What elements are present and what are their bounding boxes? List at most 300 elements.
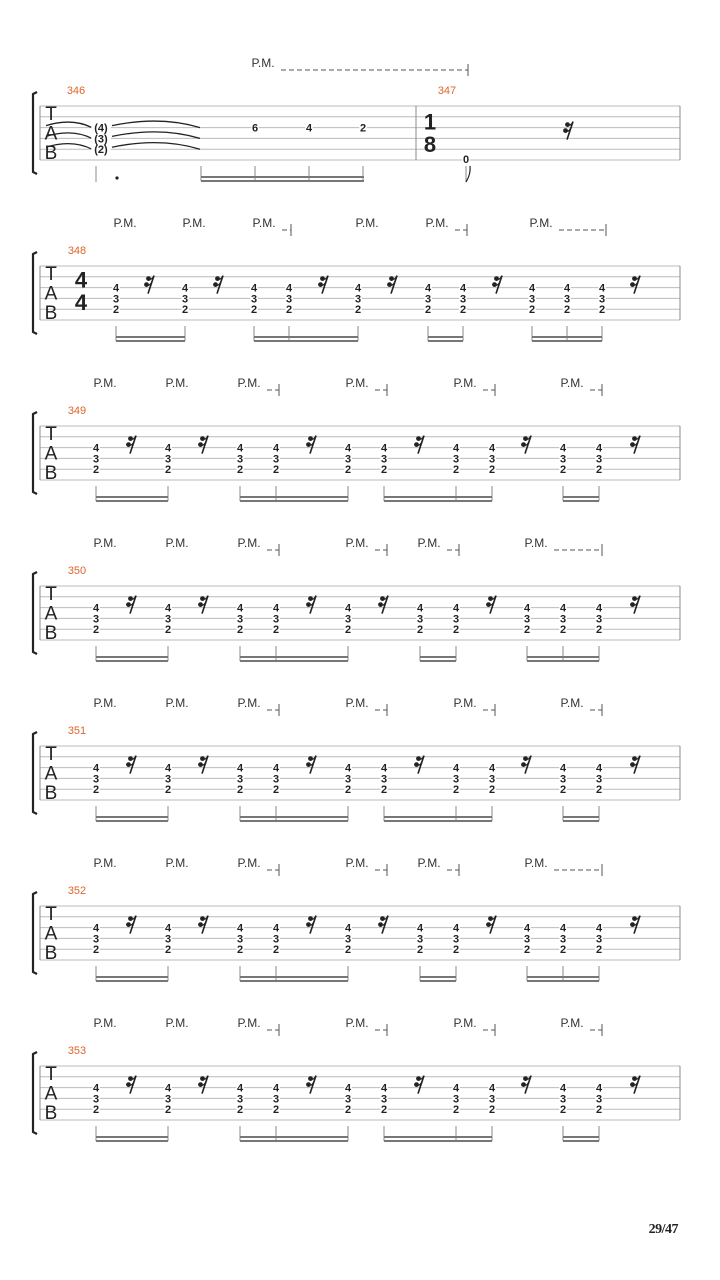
palm-mute-label: P.M. [345, 856, 369, 870]
fret-number: 0 [462, 154, 470, 166]
fret-number: 3 [595, 613, 603, 626]
beam [240, 816, 348, 818]
beam [201, 176, 364, 178]
tab-clef-letter: T [45, 104, 57, 125]
beam [201, 180, 364, 182]
fret-number: 3 [595, 453, 603, 466]
palm-mute-label: P.M. [93, 376, 117, 390]
fret-number: 2 [164, 464, 172, 477]
fret-number: 3 [559, 453, 567, 466]
fret-number: 2 [92, 624, 100, 637]
tab-clef-letter: A [44, 443, 58, 465]
page-number: 29/47 [648, 1222, 678, 1237]
palm-mute-label: P.M. [237, 376, 261, 390]
beam [532, 340, 602, 342]
fret-number: (3) [94, 133, 108, 146]
fret-number: 3 [164, 773, 172, 786]
fret-number: 4 [595, 1082, 603, 1095]
fret-number: 2 [559, 784, 567, 797]
fret-number: 3 [598, 293, 606, 306]
time-signature-top: 1 [423, 109, 437, 135]
fret-number: 3 [250, 293, 258, 306]
fret-number: 2 [595, 464, 603, 477]
fret-number: 2 [416, 944, 424, 957]
fret-number: 3 [523, 933, 531, 946]
fret-number: 2 [452, 944, 460, 957]
fret-number: 3 [380, 1093, 388, 1106]
fret-number: 2 [344, 464, 352, 477]
beam [116, 340, 185, 342]
beam [563, 816, 599, 818]
beam [240, 496, 348, 498]
beam [240, 500, 348, 502]
beam [563, 820, 599, 822]
fret-number: 2 [595, 1104, 603, 1117]
tab-clef-letter: T [45, 1064, 57, 1085]
palm-mute-label: P.M. [355, 216, 379, 230]
fret-number: 3 [559, 1093, 567, 1106]
beam [240, 820, 348, 822]
beam [532, 336, 602, 338]
palm-mute-label: P.M. [182, 216, 206, 230]
fret-number: 4 [416, 922, 424, 935]
fret-number: 2 [354, 304, 362, 317]
fret-number: 4 [272, 762, 280, 775]
fret-number: 2 [344, 784, 352, 797]
fret-number: 2 [164, 784, 172, 797]
palm-mute-label: P.M. [560, 376, 584, 390]
fret-number: 4 [305, 122, 313, 135]
beam [96, 656, 168, 658]
beam [254, 336, 358, 338]
palm-mute-label: P.M. [165, 536, 189, 550]
palm-mute-label: P.M. [93, 696, 117, 710]
palm-mute-label: P.M. [237, 1016, 261, 1030]
fret-number: 2 [459, 304, 467, 317]
tab-clef-letter: B [44, 943, 58, 964]
beam [384, 816, 492, 818]
fret-number: 4 [559, 922, 567, 935]
beam [96, 820, 168, 822]
beam [116, 336, 185, 338]
fret-number: 4 [92, 762, 100, 775]
beam [563, 1136, 599, 1138]
fret-number: 2 [523, 944, 531, 957]
palm-mute-label: P.M. [453, 376, 477, 390]
fret-number: 4 [92, 1082, 100, 1095]
dotted-note-dot [115, 176, 118, 179]
fret-number: 3 [459, 293, 467, 306]
fret-number: 2 [92, 1104, 100, 1117]
fret-number: 2 [344, 944, 352, 957]
fret-number: 3 [488, 773, 496, 786]
palm-mute-label: P.M. [345, 536, 369, 550]
fret-number: 4 [595, 602, 603, 615]
fret-number: 4 [344, 922, 352, 935]
measure-number: 348 [67, 245, 87, 257]
beam [96, 496, 168, 498]
fret-number: 3 [344, 933, 352, 946]
fret-number: 4 [559, 442, 567, 455]
fret-number: 3 [92, 773, 100, 786]
fret-number: 4 [452, 602, 460, 615]
fret-number: 3 [272, 453, 280, 466]
tab-clef-letter: T [45, 424, 57, 445]
beam [420, 980, 456, 982]
fret-number: 2 [344, 624, 352, 637]
fret-number: 4 [595, 922, 603, 935]
tie-arc [112, 143, 200, 150]
fret-number: 2 [452, 624, 460, 637]
fret-number: 4 [563, 282, 571, 295]
fret-number: 3 [416, 933, 424, 946]
fret-number: 2 [559, 624, 567, 637]
fret-number: 2 [92, 784, 100, 797]
fret-number: 4 [424, 282, 432, 295]
fret-number: 2 [272, 1104, 280, 1117]
fret-number: 2 [528, 304, 536, 317]
beam [96, 660, 168, 662]
measure-number: 349 [67, 405, 87, 417]
fret-number: 4 [112, 282, 120, 295]
fret-number: 3 [236, 613, 244, 626]
fret-number: 3 [559, 773, 567, 786]
fret-number: 4 [459, 282, 467, 295]
palm-mute-label: P.M. [529, 216, 553, 230]
fret-number: 4 [559, 1082, 567, 1095]
fret-number: 3 [272, 613, 280, 626]
beam [563, 500, 599, 502]
beam [420, 660, 456, 662]
palm-mute-label: P.M. [524, 536, 548, 550]
fret-number: 2 [164, 624, 172, 637]
beam [384, 496, 492, 498]
fret-number: 3 [595, 773, 603, 786]
fret-number: 3 [559, 933, 567, 946]
fret-number: 4 [344, 602, 352, 615]
beam [428, 340, 463, 342]
fret-number: 4 [236, 922, 244, 935]
fret-number: 4 [181, 282, 189, 295]
fret-number: 4 [559, 762, 567, 775]
time-signature-bottom: 4 [74, 290, 88, 316]
palm-mute-label: P.M. [345, 376, 369, 390]
fret-number: 4 [164, 922, 172, 935]
fret-number: 3 [528, 293, 536, 306]
fret-number: 4 [272, 442, 280, 455]
palm-mute-label: P.M. [237, 536, 261, 550]
fret-number: 3 [272, 1093, 280, 1106]
fret-number: (2) [94, 144, 108, 157]
fret-number: 2 [272, 784, 280, 797]
palm-mute-label: P.M. [165, 1016, 189, 1030]
fret-number: 4 [523, 922, 531, 935]
beam [96, 1140, 168, 1142]
measure-number: 346 [66, 85, 86, 97]
fret-number: 3 [236, 773, 244, 786]
fret-number: 4 [236, 1082, 244, 1095]
beam [96, 500, 168, 502]
fret-number: 4 [595, 762, 603, 775]
fret-number: 3 [380, 453, 388, 466]
fret-number: 3 [354, 293, 362, 306]
fret-number: 4 [164, 762, 172, 775]
fret-number: 3 [452, 453, 460, 466]
fret-number: 2 [559, 944, 567, 957]
system-bracket [33, 412, 37, 494]
measure-number: 347 [437, 85, 457, 97]
fret-number: 4 [92, 922, 100, 935]
fret-number: 3 [92, 1093, 100, 1106]
fret-number: 3 [236, 933, 244, 946]
fret-number: 2 [595, 944, 603, 957]
tab-clef-letter: T [45, 904, 57, 925]
beam [384, 820, 492, 822]
fret-number: 4 [598, 282, 606, 295]
palm-mute-label: P.M. [237, 856, 261, 870]
fret-number: 3 [164, 453, 172, 466]
fret-number: 3 [92, 453, 100, 466]
note-flag [466, 166, 470, 182]
fret-number: 3 [380, 773, 388, 786]
fret-number: 3 [272, 933, 280, 946]
fret-number: 2 [380, 464, 388, 477]
fret-number: 2 [164, 944, 172, 957]
fret-number: 4 [344, 442, 352, 455]
fret-number: 4 [416, 602, 424, 615]
tab-clef-letter: B [44, 143, 58, 164]
fret-number: 2 [595, 624, 603, 637]
fret-number: 2 [488, 784, 496, 797]
palm-mute-label: P.M. [524, 856, 548, 870]
fret-number: 2 [236, 1104, 244, 1117]
tab-clef-letter: B [44, 623, 58, 644]
palm-mute-label: P.M. [93, 1016, 117, 1030]
system-bracket [33, 252, 37, 334]
beam [240, 1140, 348, 1142]
fret-number: 4 [452, 922, 460, 935]
fret-number: 3 [92, 933, 100, 946]
fret-number: 2 [164, 1104, 172, 1117]
fret-number: 4 [452, 442, 460, 455]
fret-number: 4 [236, 602, 244, 615]
system-bracket [33, 572, 37, 654]
fret-number: 3 [344, 453, 352, 466]
measure-number: 352 [67, 885, 87, 897]
fret-number: 2 [595, 784, 603, 797]
fret-number: 3 [563, 293, 571, 306]
palm-mute-label: P.M. [417, 856, 441, 870]
beam [563, 496, 599, 498]
measure-number: 350 [67, 565, 87, 577]
fret-number: 4 [250, 282, 258, 295]
palm-mute-label: P.M. [251, 56, 275, 70]
fret-number: 4 [285, 282, 293, 295]
tab-clef-letter: A [44, 603, 58, 625]
measure-number: 351 [67, 725, 87, 737]
palm-mute-label: P.M. [252, 216, 276, 230]
fret-number: 4 [354, 282, 362, 295]
tab-clef-letter: T [45, 584, 57, 605]
fret-number: 3 [181, 293, 189, 306]
palm-mute-label: P.M. [165, 856, 189, 870]
fret-number: 4 [559, 602, 567, 615]
palm-mute-label: P.M. [560, 696, 584, 710]
beam [240, 976, 348, 978]
fret-number: 2 [380, 1104, 388, 1117]
fret-number: 3 [112, 293, 120, 306]
palm-mute-label: P.M. [560, 1016, 584, 1030]
beam [563, 1140, 599, 1142]
beam [96, 976, 168, 978]
fret-number: 3 [452, 1093, 460, 1106]
time-signature-top: 4 [74, 267, 88, 293]
fret-number: 4 [488, 762, 496, 775]
tab-clef-letter: A [44, 763, 58, 785]
beam [428, 336, 463, 338]
fret-number: 2 [598, 304, 606, 317]
beam [240, 1136, 348, 1138]
fret-number: 2 [559, 464, 567, 477]
beam [96, 816, 168, 818]
system-bracket [33, 92, 37, 174]
fret-number: 4 [380, 1082, 388, 1095]
fret-number: 4 [380, 762, 388, 775]
fret-number: 2 [285, 304, 293, 317]
time-signature-bottom: 8 [423, 132, 437, 158]
fret-number: 2 [359, 122, 367, 135]
tab-clef-letter: A [44, 1083, 58, 1105]
beam [240, 656, 348, 658]
fret-number: 3 [236, 453, 244, 466]
fret-number: 2 [272, 464, 280, 477]
fret-number: 4 [92, 602, 100, 615]
beam [527, 980, 599, 982]
fret-number: 3 [344, 613, 352, 626]
fret-number: 2 [181, 304, 189, 317]
palm-mute-label: P.M. [453, 1016, 477, 1030]
fret-number: 4 [164, 602, 172, 615]
fret-number: 6 [251, 122, 259, 135]
tab-clef-letter: A [44, 283, 58, 305]
fret-number: 2 [250, 304, 258, 317]
fret-number: 4 [488, 442, 496, 455]
palm-mute-label: P.M. [417, 536, 441, 550]
fret-number: 2 [416, 624, 424, 637]
beam [96, 1136, 168, 1138]
fret-number: 2 [380, 784, 388, 797]
fret-number: 4 [236, 442, 244, 455]
palm-mute-label: P.M. [93, 856, 117, 870]
fret-number: 2 [112, 304, 120, 317]
beam [527, 976, 599, 978]
fret-number: 2 [236, 624, 244, 637]
palm-mute-label: P.M. [345, 696, 369, 710]
fret-number: 2 [452, 464, 460, 477]
fret-number: 4 [164, 1082, 172, 1095]
fret-number: 4 [92, 442, 100, 455]
tab-clef-letter: T [45, 744, 57, 765]
system-bracket [33, 892, 37, 974]
fret-number: 3 [416, 613, 424, 626]
fret-number: 2 [236, 464, 244, 477]
fret-number: 3 [236, 1093, 244, 1106]
system-bracket [33, 732, 37, 814]
beam [420, 656, 456, 658]
fret-number: 4 [236, 762, 244, 775]
fret-number: 3 [164, 613, 172, 626]
fret-number: 2 [452, 784, 460, 797]
fret-number: 2 [92, 464, 100, 477]
tab-clef-letter: B [44, 783, 58, 804]
beam [384, 1136, 492, 1138]
beam [384, 1140, 492, 1142]
beam [254, 340, 358, 342]
fret-number: 3 [92, 613, 100, 626]
fret-number: 2 [236, 944, 244, 957]
fret-number: 4 [488, 1082, 496, 1095]
fret-number: 3 [559, 613, 567, 626]
fret-number: 4 [452, 1082, 460, 1095]
fret-number: 2 [344, 1104, 352, 1117]
fret-number: 3 [452, 613, 460, 626]
fret-number: 2 [272, 624, 280, 637]
palm-mute-label: P.M. [453, 696, 477, 710]
fret-number: (4) [94, 122, 108, 135]
beam [240, 980, 348, 982]
fret-number: 4 [164, 442, 172, 455]
fret-number: 4 [523, 602, 531, 615]
measure-number: 353 [67, 1045, 87, 1057]
beam [420, 976, 456, 978]
fret-number: 3 [488, 453, 496, 466]
fret-number: 2 [559, 1104, 567, 1117]
fret-number: 2 [523, 624, 531, 637]
fret-number: 3 [595, 933, 603, 946]
fret-number: 2 [452, 1104, 460, 1117]
palm-mute-label: P.M. [93, 536, 117, 550]
tab-clef-letter: A [44, 123, 58, 145]
fret-number: 3 [272, 773, 280, 786]
fret-number: 2 [488, 464, 496, 477]
fret-number: 2 [488, 1104, 496, 1117]
beam [527, 656, 599, 658]
fret-number: 4 [272, 1082, 280, 1095]
fret-number: 2 [236, 784, 244, 797]
fret-number: 3 [452, 933, 460, 946]
fret-number: 4 [528, 282, 536, 295]
fret-number: 3 [344, 1093, 352, 1106]
system-bracket [33, 1052, 37, 1134]
beam [96, 980, 168, 982]
fret-number: 2 [272, 944, 280, 957]
beam [240, 660, 348, 662]
fret-number: 3 [488, 1093, 496, 1106]
fret-number: 4 [452, 762, 460, 775]
fret-number: 3 [523, 613, 531, 626]
fret-number: 3 [285, 293, 293, 306]
fret-number: 3 [164, 933, 172, 946]
palm-mute-label: P.M. [425, 216, 449, 230]
fret-number: 2 [92, 944, 100, 957]
fret-number: 3 [164, 1093, 172, 1106]
fret-number: 4 [344, 1082, 352, 1095]
beam [527, 660, 599, 662]
fret-number: 4 [272, 602, 280, 615]
fret-number: 2 [563, 304, 571, 317]
fret-number: 4 [595, 442, 603, 455]
fret-number: 3 [424, 293, 432, 306]
